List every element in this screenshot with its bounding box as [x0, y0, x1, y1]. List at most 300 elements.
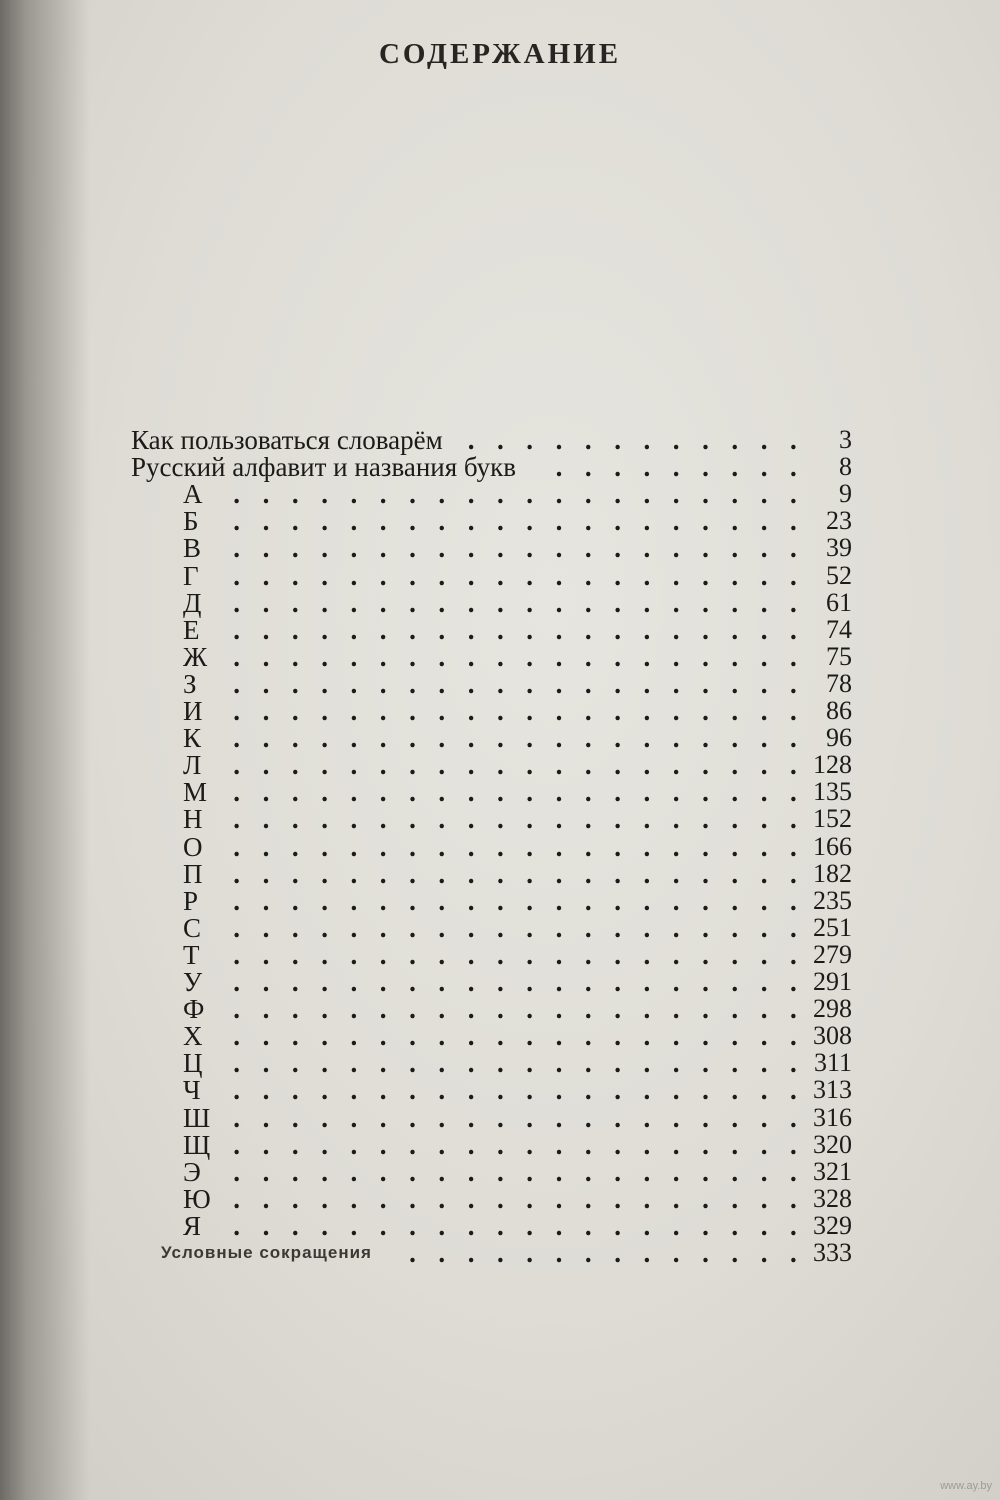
toc-entry — [0, 967, 1000, 997]
toc-entry — [0, 804, 1000, 834]
leader-dot: . — [555, 858, 563, 889]
leader-dot: . — [379, 1183, 387, 1214]
leader-dot: . — [233, 479, 241, 510]
leader-dot: . — [526, 1021, 534, 1052]
toc-entry-page-number: 128 — [813, 750, 852, 780]
leader-dot: . — [760, 858, 768, 889]
leader-dot: . — [555, 1210, 563, 1241]
leader-dot: . — [321, 641, 328, 672]
leader-dot: . — [321, 831, 328, 862]
leader-dot: . — [643, 1156, 651, 1187]
leader-dot: . — [614, 1129, 621, 1160]
leader-dot: . — [379, 1048, 387, 1079]
leader-dot: . — [233, 885, 241, 916]
leader-dot: . — [760, 1102, 768, 1133]
leader-dot: . — [790, 533, 797, 564]
leader-dot: . — [584, 587, 592, 618]
leader-dot: . — [760, 479, 768, 510]
leader-dot: . — [262, 641, 270, 672]
leader-dot: . — [291, 1183, 299, 1214]
leader-dot: . — [760, 696, 768, 726]
toc-entry-page-number: 235 — [813, 885, 852, 915]
leader-dot: . — [350, 750, 358, 781]
leader-dot: . — [321, 668, 328, 699]
leader-dot: . — [467, 1129, 475, 1160]
leader-dot: . — [584, 1075, 592, 1106]
leader-dot: . — [731, 533, 739, 564]
leader-dot: . — [760, 723, 768, 754]
leader-dot: . — [672, 804, 680, 835]
toc-entry-page-number: 23 — [826, 506, 852, 536]
leader-dot: . — [643, 804, 651, 835]
leader-dot: . — [790, 912, 797, 943]
toc-entry-label: Т — [183, 939, 200, 970]
leader-dot: . — [350, 1102, 358, 1133]
leader-dot: . — [438, 587, 446, 618]
leader-dot: . — [672, 1048, 680, 1079]
leader-dot: . — [497, 1210, 504, 1241]
leader-dot: . — [409, 994, 416, 1025]
leader-dot: . — [409, 560, 416, 591]
leader-dot: . — [614, 723, 621, 754]
leader-dot: . — [233, 506, 241, 537]
leader-dot: . — [555, 479, 563, 510]
toc-entry-page-number: 316 — [813, 1102, 852, 1132]
leader-dot: . — [233, 560, 241, 591]
leader-dot: . — [409, 750, 416, 781]
leader-dot: . — [379, 587, 387, 618]
leader-dot: . — [526, 1238, 534, 1268]
leader-dot: . — [379, 858, 387, 889]
leader-dot: . — [760, 1156, 768, 1187]
leader-dot: . — [262, 506, 270, 537]
leader-dot: . — [614, 668, 621, 699]
leader-dot: . — [233, 1021, 241, 1052]
leader-dot: . — [672, 994, 680, 1025]
leader-dot: . — [379, 939, 387, 970]
leader-dot: . — [409, 479, 416, 510]
leader-dot: . — [643, 696, 651, 726]
leader-dot: . — [467, 1238, 475, 1268]
leader-dot: . — [409, 533, 416, 564]
leader-dot: . — [790, 479, 797, 510]
leader-dot: . — [526, 1075, 534, 1106]
leader-dot: . — [291, 804, 299, 835]
leader-dot: . — [584, 479, 592, 510]
leader-dot: . — [467, 885, 475, 916]
leader-dot: . — [379, 1156, 387, 1187]
leader-dot: . — [702, 452, 709, 483]
leader-dot: . — [760, 885, 768, 916]
toc-entry-page-number: 75 — [826, 641, 852, 671]
leader-dot: . — [731, 750, 739, 781]
leader-dot: . — [321, 858, 328, 889]
leader-dot: . — [350, 506, 358, 537]
leader-dot: . — [321, 939, 328, 970]
leader-dot: . — [262, 668, 270, 699]
leader-dot: . — [584, 750, 592, 781]
leader-dot: . — [467, 967, 475, 997]
leader-dot: . — [702, 1075, 709, 1106]
leader-dot: . — [379, 967, 387, 997]
toc-entry-page-number: 39 — [826, 533, 852, 563]
leader-dot: . — [526, 587, 534, 618]
leader-dot: . — [672, 1183, 680, 1214]
leader-dot: . — [555, 696, 563, 726]
toc-entry — [0, 1238, 1000, 1268]
leader-dot: . — [702, 614, 709, 645]
leader-dot: . — [614, 1156, 621, 1187]
leader-dot: . — [731, 696, 739, 726]
leader-dot: . — [702, 912, 709, 943]
toc-entry-label: Л — [183, 750, 202, 781]
toc-entry-label: Б — [183, 506, 199, 537]
leader-dot: . — [731, 723, 739, 754]
leader-dot: . — [702, 723, 709, 754]
leader-dot: . — [350, 804, 358, 835]
leader-dot: . — [526, 994, 534, 1025]
leader-dot: . — [702, 587, 709, 618]
leader-dot: . — [555, 1102, 563, 1133]
leader-dot: . — [526, 750, 534, 781]
leader-dot: . — [350, 723, 358, 754]
leader-dot: . — [438, 1129, 446, 1160]
leader-dot: . — [262, 1156, 270, 1187]
leader-dot: . — [731, 587, 739, 618]
leader-dot: . — [350, 777, 358, 808]
leader-dot: . — [262, 858, 270, 889]
leader-dot: . — [438, 994, 446, 1025]
leader-dot: . — [555, 560, 563, 591]
leader-dot: . — [702, 994, 709, 1025]
leader-dot: . — [614, 912, 621, 943]
leader-dot: . — [321, 1183, 328, 1214]
toc-entry-label: Ф — [183, 994, 205, 1025]
leader-dot: . — [526, 967, 534, 997]
leader-dot: . — [526, 1156, 534, 1187]
leader-dot: . — [291, 479, 299, 510]
leader-dot: . — [526, 858, 534, 889]
leader-dot: . — [497, 804, 504, 835]
leader-dot: . — [702, 1210, 709, 1241]
leader-dot: . — [702, 1102, 709, 1133]
leader-dot: . — [497, 858, 504, 889]
leader-dot: . — [760, 804, 768, 835]
leader-dot: . — [584, 506, 592, 537]
leader-dot: . — [614, 939, 621, 970]
watermark: www.ay.by — [940, 1480, 992, 1492]
leader-dot: . — [702, 858, 709, 889]
leader-dot: . — [584, 452, 592, 483]
leader-dot: . — [379, 1075, 387, 1106]
leader-dot: . — [409, 804, 416, 835]
toc-entry-label: Г — [183, 560, 199, 591]
leader-dot: . — [614, 1048, 621, 1079]
leader-dot: . — [643, 479, 651, 510]
leader-dot: . — [790, 967, 797, 997]
leader-dot: . — [555, 912, 563, 943]
leader-dot: . — [291, 1048, 299, 1079]
toc-entry-page-number: 308 — [813, 1021, 852, 1051]
leader-dot: . — [790, 641, 797, 672]
leader-dot: . — [379, 1021, 387, 1052]
toc-entry — [0, 1075, 1000, 1105]
leader-dot: . — [409, 1102, 416, 1133]
leader-dot: . — [321, 506, 328, 537]
toc-entry — [0, 561, 1000, 591]
leader-dot: . — [526, 723, 534, 754]
toc-entry-page-number: 321 — [813, 1156, 852, 1186]
leader-dot: . — [438, 479, 446, 510]
leader-dot: . — [555, 533, 563, 564]
leader-dot: . — [262, 994, 270, 1025]
leader-dot: . — [672, 587, 680, 618]
leader-dot: . — [467, 479, 475, 510]
leader-dot: . — [672, 479, 680, 510]
leader-dot: . — [790, 1156, 797, 1187]
leader-dot: . — [614, 1075, 621, 1106]
toc-entry-page-number: 333 — [813, 1238, 852, 1267]
leader-dot: . — [497, 1048, 504, 1079]
leader-dot: . — [467, 587, 475, 618]
leader-dot: . — [262, 885, 270, 916]
leader-dot: . — [731, 479, 739, 510]
leader-dot: . — [614, 1021, 621, 1052]
leader-dot: . — [409, 967, 416, 997]
leader-dot: . — [614, 696, 621, 726]
leader-dot: . — [291, 696, 299, 726]
leader-dot: . — [731, 885, 739, 916]
leader-dot: . — [379, 641, 387, 672]
leader-dot: . — [291, 750, 299, 781]
leader-dot: . — [555, 452, 563, 483]
leader-dot: . — [379, 1210, 387, 1241]
leader-dot: . — [672, 1021, 680, 1052]
leader-dot: . — [438, 1102, 446, 1133]
leader-dot: . — [497, 994, 504, 1025]
leader-dot: . — [321, 777, 328, 808]
leader-dot: . — [467, 668, 475, 699]
leader-dot: . — [438, 858, 446, 889]
leader-dot: . — [790, 1238, 797, 1268]
toc-entry-page-number: 96 — [826, 723, 852, 753]
leader-dot: . — [379, 912, 387, 943]
leader-dot: . — [438, 1238, 446, 1268]
leader-dot: . — [643, 912, 651, 943]
leader-dot: . — [262, 1102, 270, 1133]
leader-dot: . — [760, 1048, 768, 1079]
leader-dot: . — [672, 750, 680, 781]
leader-dot: . — [467, 994, 475, 1025]
leader-dot: . — [672, 1075, 680, 1106]
toc-entry-page-number: 3 — [839, 425, 852, 454]
toc-entry-page-number: 182 — [813, 858, 852, 888]
leader-dot: . — [467, 506, 475, 537]
leader-dot: . — [379, 723, 387, 754]
leader-dot: . — [379, 885, 387, 916]
leader-dot: . — [262, 1210, 270, 1241]
leader-dot: . — [672, 614, 680, 645]
leader-dot: . — [672, 641, 680, 672]
toc-entry-label: У — [183, 967, 203, 997]
leader-dot: . — [555, 750, 563, 781]
leader-dot: . — [672, 939, 680, 970]
leader-dot: . — [760, 641, 768, 672]
leader-dot: . — [790, 1210, 797, 1241]
leader-dot: . — [233, 967, 241, 997]
leader-dot: . — [409, 723, 416, 754]
leader-dot: . — [526, 831, 534, 862]
leader-dot: . — [409, 696, 416, 726]
leader-dot: . — [526, 506, 534, 537]
leader-dot: . — [614, 804, 621, 835]
leader-dot: . — [614, 777, 621, 808]
toc-entry — [0, 1211, 1000, 1241]
toc-entry — [0, 1021, 1000, 1051]
leader-dot: . — [233, 777, 241, 808]
leader-dot: . — [760, 506, 768, 537]
leader-dot: . — [526, 696, 534, 726]
leader-dot: . — [526, 560, 534, 591]
toc-entry-page-number: 74 — [826, 614, 852, 644]
leader-dot: . — [497, 1075, 504, 1106]
leader-dot: . — [731, 831, 739, 862]
leader-dot: . — [379, 668, 387, 699]
leader-dot: . — [731, 1048, 739, 1079]
leader-dot: . — [467, 1102, 475, 1133]
leader-dot: . — [555, 614, 563, 645]
leader-dot: . — [321, 912, 328, 943]
leader-dot: . — [262, 1021, 270, 1052]
leader-dot: . — [291, 912, 299, 943]
leader-dot: . — [350, 1075, 358, 1106]
leader-dot: . — [672, 967, 680, 997]
leader-dot: . — [467, 641, 475, 672]
leader-dot: . — [526, 1102, 534, 1133]
leader-dot: . — [702, 967, 709, 997]
leader-dot: . — [291, 587, 299, 618]
leader-dot: . — [555, 1129, 563, 1160]
leader-dot: . — [526, 668, 534, 699]
toc-entry-label: Х — [183, 1021, 203, 1052]
leader-dot: . — [643, 614, 651, 645]
leader-dot: . — [350, 1156, 358, 1187]
leader-dot: . — [321, 994, 328, 1025]
leader-dot: . — [409, 587, 416, 618]
leader-dot: . — [291, 994, 299, 1025]
leader-dot: . — [467, 560, 475, 591]
leader-dot: . — [760, 994, 768, 1025]
leader-dot: . — [350, 696, 358, 726]
leader-dot: . — [497, 777, 504, 808]
leader-dot: . — [497, 533, 504, 564]
leader-dot: . — [409, 614, 416, 645]
leader-dot: . — [438, 750, 446, 781]
leader-dot: . — [555, 885, 563, 916]
leader-dot: . — [350, 1048, 358, 1079]
leader-dot: . — [526, 614, 534, 645]
leader-dot: . — [584, 668, 592, 699]
toc-entry — [0, 777, 1000, 807]
leader-dot: . — [584, 425, 592, 455]
leader-dot: . — [702, 560, 709, 591]
leader-dot: . — [467, 696, 475, 726]
toc-entry-label: Ц — [183, 1048, 203, 1079]
leader-dot: . — [731, 858, 739, 889]
leader-dot: . — [233, 1183, 241, 1214]
leader-dot: . — [291, 1075, 299, 1106]
leader-dot: . — [438, 533, 446, 564]
leader-dot: . — [702, 804, 709, 835]
leader-dot: . — [584, 696, 592, 726]
toc-entry — [0, 1103, 1000, 1133]
leader-dot: . — [584, 858, 592, 889]
leader-dot: . — [379, 777, 387, 808]
leader-dot: . — [438, 912, 446, 943]
leader-dot: . — [731, 967, 739, 997]
leader-dot: . — [233, 533, 241, 564]
leader-dot: . — [467, 1156, 475, 1187]
leader-dot: . — [467, 614, 475, 645]
leader-dot: . — [760, 668, 768, 699]
leader-dot: . — [409, 668, 416, 699]
leader-dot: . — [262, 614, 270, 645]
leader-dot: . — [702, 1021, 709, 1052]
leader-dot: . — [438, 668, 446, 699]
leader-dot: . — [291, 1156, 299, 1187]
leader-dot: . — [584, 885, 592, 916]
leader-dot: . — [731, 777, 739, 808]
leader-dot: . — [643, 452, 651, 483]
leader-dot: . — [467, 1183, 475, 1214]
leader-dot: . — [233, 614, 241, 645]
leader-dot: . — [321, 614, 328, 645]
leader-dot: . — [614, 885, 621, 916]
leader-dot: . — [643, 1048, 651, 1079]
leader-dot: . — [467, 831, 475, 862]
leader-dot: . — [702, 506, 709, 537]
leader-dot: . — [438, 804, 446, 835]
leader-dot: . — [555, 777, 563, 808]
leader-dot: . — [350, 831, 358, 862]
leader-dot: . — [731, 1021, 739, 1052]
leader-dot: . — [555, 1156, 563, 1187]
toc-entry-page-number: 166 — [813, 831, 852, 861]
leader-dot: . — [438, 614, 446, 645]
toc-entry-label: И — [183, 696, 203, 726]
leader-dot: . — [321, 750, 328, 781]
leader-dot: . — [409, 1210, 416, 1241]
leader-dot: . — [614, 587, 621, 618]
leader-dot: . — [409, 1183, 416, 1214]
leader-dot: . — [702, 425, 709, 455]
leader-dot: . — [262, 1048, 270, 1079]
leader-dot: . — [731, 1102, 739, 1133]
leader-dot: . — [643, 750, 651, 781]
toc-entry-label: Я — [183, 1210, 202, 1241]
leader-dot: . — [584, 1156, 592, 1187]
leader-dot: . — [702, 1238, 709, 1268]
leader-dot: . — [672, 1102, 680, 1133]
leader-dot: . — [584, 1102, 592, 1133]
leader-dot: . — [760, 1210, 768, 1241]
leader-dot: . — [614, 858, 621, 889]
leader-dot: . — [731, 1129, 739, 1160]
leader-dot: . — [702, 1048, 709, 1079]
leader-dot: . — [790, 1102, 797, 1133]
toc-entry-page-number: 9 — [839, 479, 852, 509]
leader-dot: . — [731, 1183, 739, 1214]
